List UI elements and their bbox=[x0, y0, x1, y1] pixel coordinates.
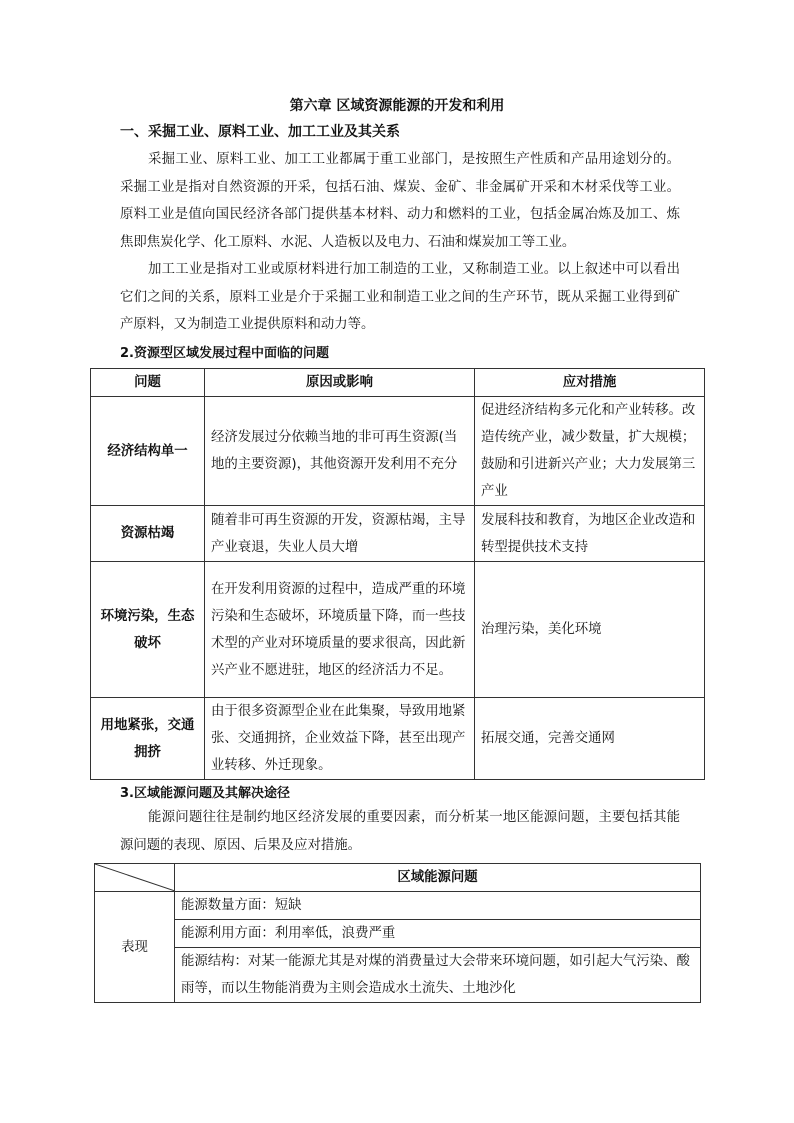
problem-cell: 环境污染，生态破坏 bbox=[91, 562, 205, 698]
measure-cell: 治理污染，美化环境 bbox=[475, 562, 705, 698]
problem-cell: 资源枯竭 bbox=[91, 506, 205, 562]
measure-cell: 拓展交通，完善交通网 bbox=[475, 698, 705, 780]
energy-table-title: 区域能源问题 bbox=[175, 864, 701, 892]
cause-cell: 随着非可再生资源的开发，资源枯竭，主导产业衰退，失业人员大增 bbox=[205, 506, 475, 562]
section1-heading: 一、采掘工业、原料工业、加工工业及其关系 bbox=[120, 124, 400, 140]
section1-paragraph-2: 加工工业是指对工业或原材料进行加工制造的工业，又称制造工业。以上叙述中可以看出它们之间的关系，原料工业是介于采掘工业和制造工业之间的生产环节，既从采掘工业得到矿产原料，又为制造工业提供原料和动力等。 bbox=[120, 262, 680, 332]
energy-item: 能源结构：对某一能源尤其是对煤的消费量过大会带来环境问题，如引起大气污染、酸雨等，而以生物能消费为主则会造成水土流失、土地沙化 bbox=[175, 948, 701, 1003]
table-header-row bbox=[91, 369, 705, 397]
measure-cell: 促进经济结构多元化和产业转移。改造传统产业，减少数量，扩大规模；鼓励和引进新兴产业；大力发展第三产业 bbox=[475, 397, 705, 506]
cause-cell: 在开发利用资源的过程中，造成严重的环境污染和生态破坏，环境质量下降，而一些技术型的产业对环境质量的要求很高，因此新兴产业不愿进驻，地区的经济活力不足。 bbox=[205, 562, 475, 698]
row-label-performance: 表现 bbox=[95, 892, 175, 1003]
header-problem: 问题 bbox=[91, 369, 205, 397]
section3-heading: 3.区域能源问题及其解决途径 bbox=[120, 786, 290, 801]
table-row bbox=[95, 920, 701, 948]
diagonal-line bbox=[95, 864, 175, 891]
problem-cell: 用地紧张，交通拥挤 bbox=[91, 698, 205, 780]
resource-region-problems-table bbox=[90, 368, 705, 780]
header-cause: 原因或影响 bbox=[205, 369, 475, 397]
cause-cell: 经济发展过分依赖当地的非可再生资源(当地的主要资源)，其他资源开发利用不充分 bbox=[205, 397, 475, 506]
measure-cell: 发展科技和教育，为地区企业改造和转型提供技术支持 bbox=[475, 506, 705, 562]
section2-heading: 2.资源型区域发展过程中面临的问题 bbox=[120, 346, 329, 361]
table-header-row bbox=[95, 864, 701, 892]
table-row bbox=[95, 948, 701, 1003]
regional-energy-problems-table bbox=[94, 863, 701, 1003]
table-row bbox=[91, 397, 705, 506]
problem-cell: 经济结构单一 bbox=[91, 397, 205, 506]
header-measure: 应对措施 bbox=[475, 369, 705, 397]
energy-item: 能源数量方面：短缺 bbox=[175, 892, 701, 920]
table-row bbox=[91, 506, 705, 562]
table-row bbox=[95, 892, 701, 920]
section3-paragraph: 能源问题往往是制约地区经济发展的重要因素，而分析某一地区能源问题，主要包括其能源问题的表现、原因、后果及应对措施。 bbox=[120, 810, 680, 853]
chapter-title: 第六章 区域资源能源的开发和利用 bbox=[289, 98, 505, 114]
cause-cell: 由于很多资源型企业在此集聚，导致用地紧张、交通拥挤，企业效益下降，甚至出现产业转移、外迁现象。 bbox=[205, 698, 475, 780]
table-row bbox=[91, 698, 705, 780]
energy-item: 能源利用方面：利用率低，浪费严重 bbox=[175, 920, 701, 948]
table-row bbox=[91, 562, 705, 698]
diagonal-header-cell bbox=[95, 864, 175, 892]
section1-paragraph-1: 采掘工业、原料工业、加工工业都属于重工业部门，是按照生产性质和产品用途划分的。采掘工业是指对自然资源的开采，包括石油、煤炭、金矿、非金属矿开采和木材采伐等工业。原料工业是值向国民经济各部门提供基本材料、动力和燃料的工业，包括金属冶炼及加工、炼焦即焦炭化学、化工原料、水泥、人造板以及电力、石油和煤炭加工等工业。 bbox=[120, 152, 680, 250]
